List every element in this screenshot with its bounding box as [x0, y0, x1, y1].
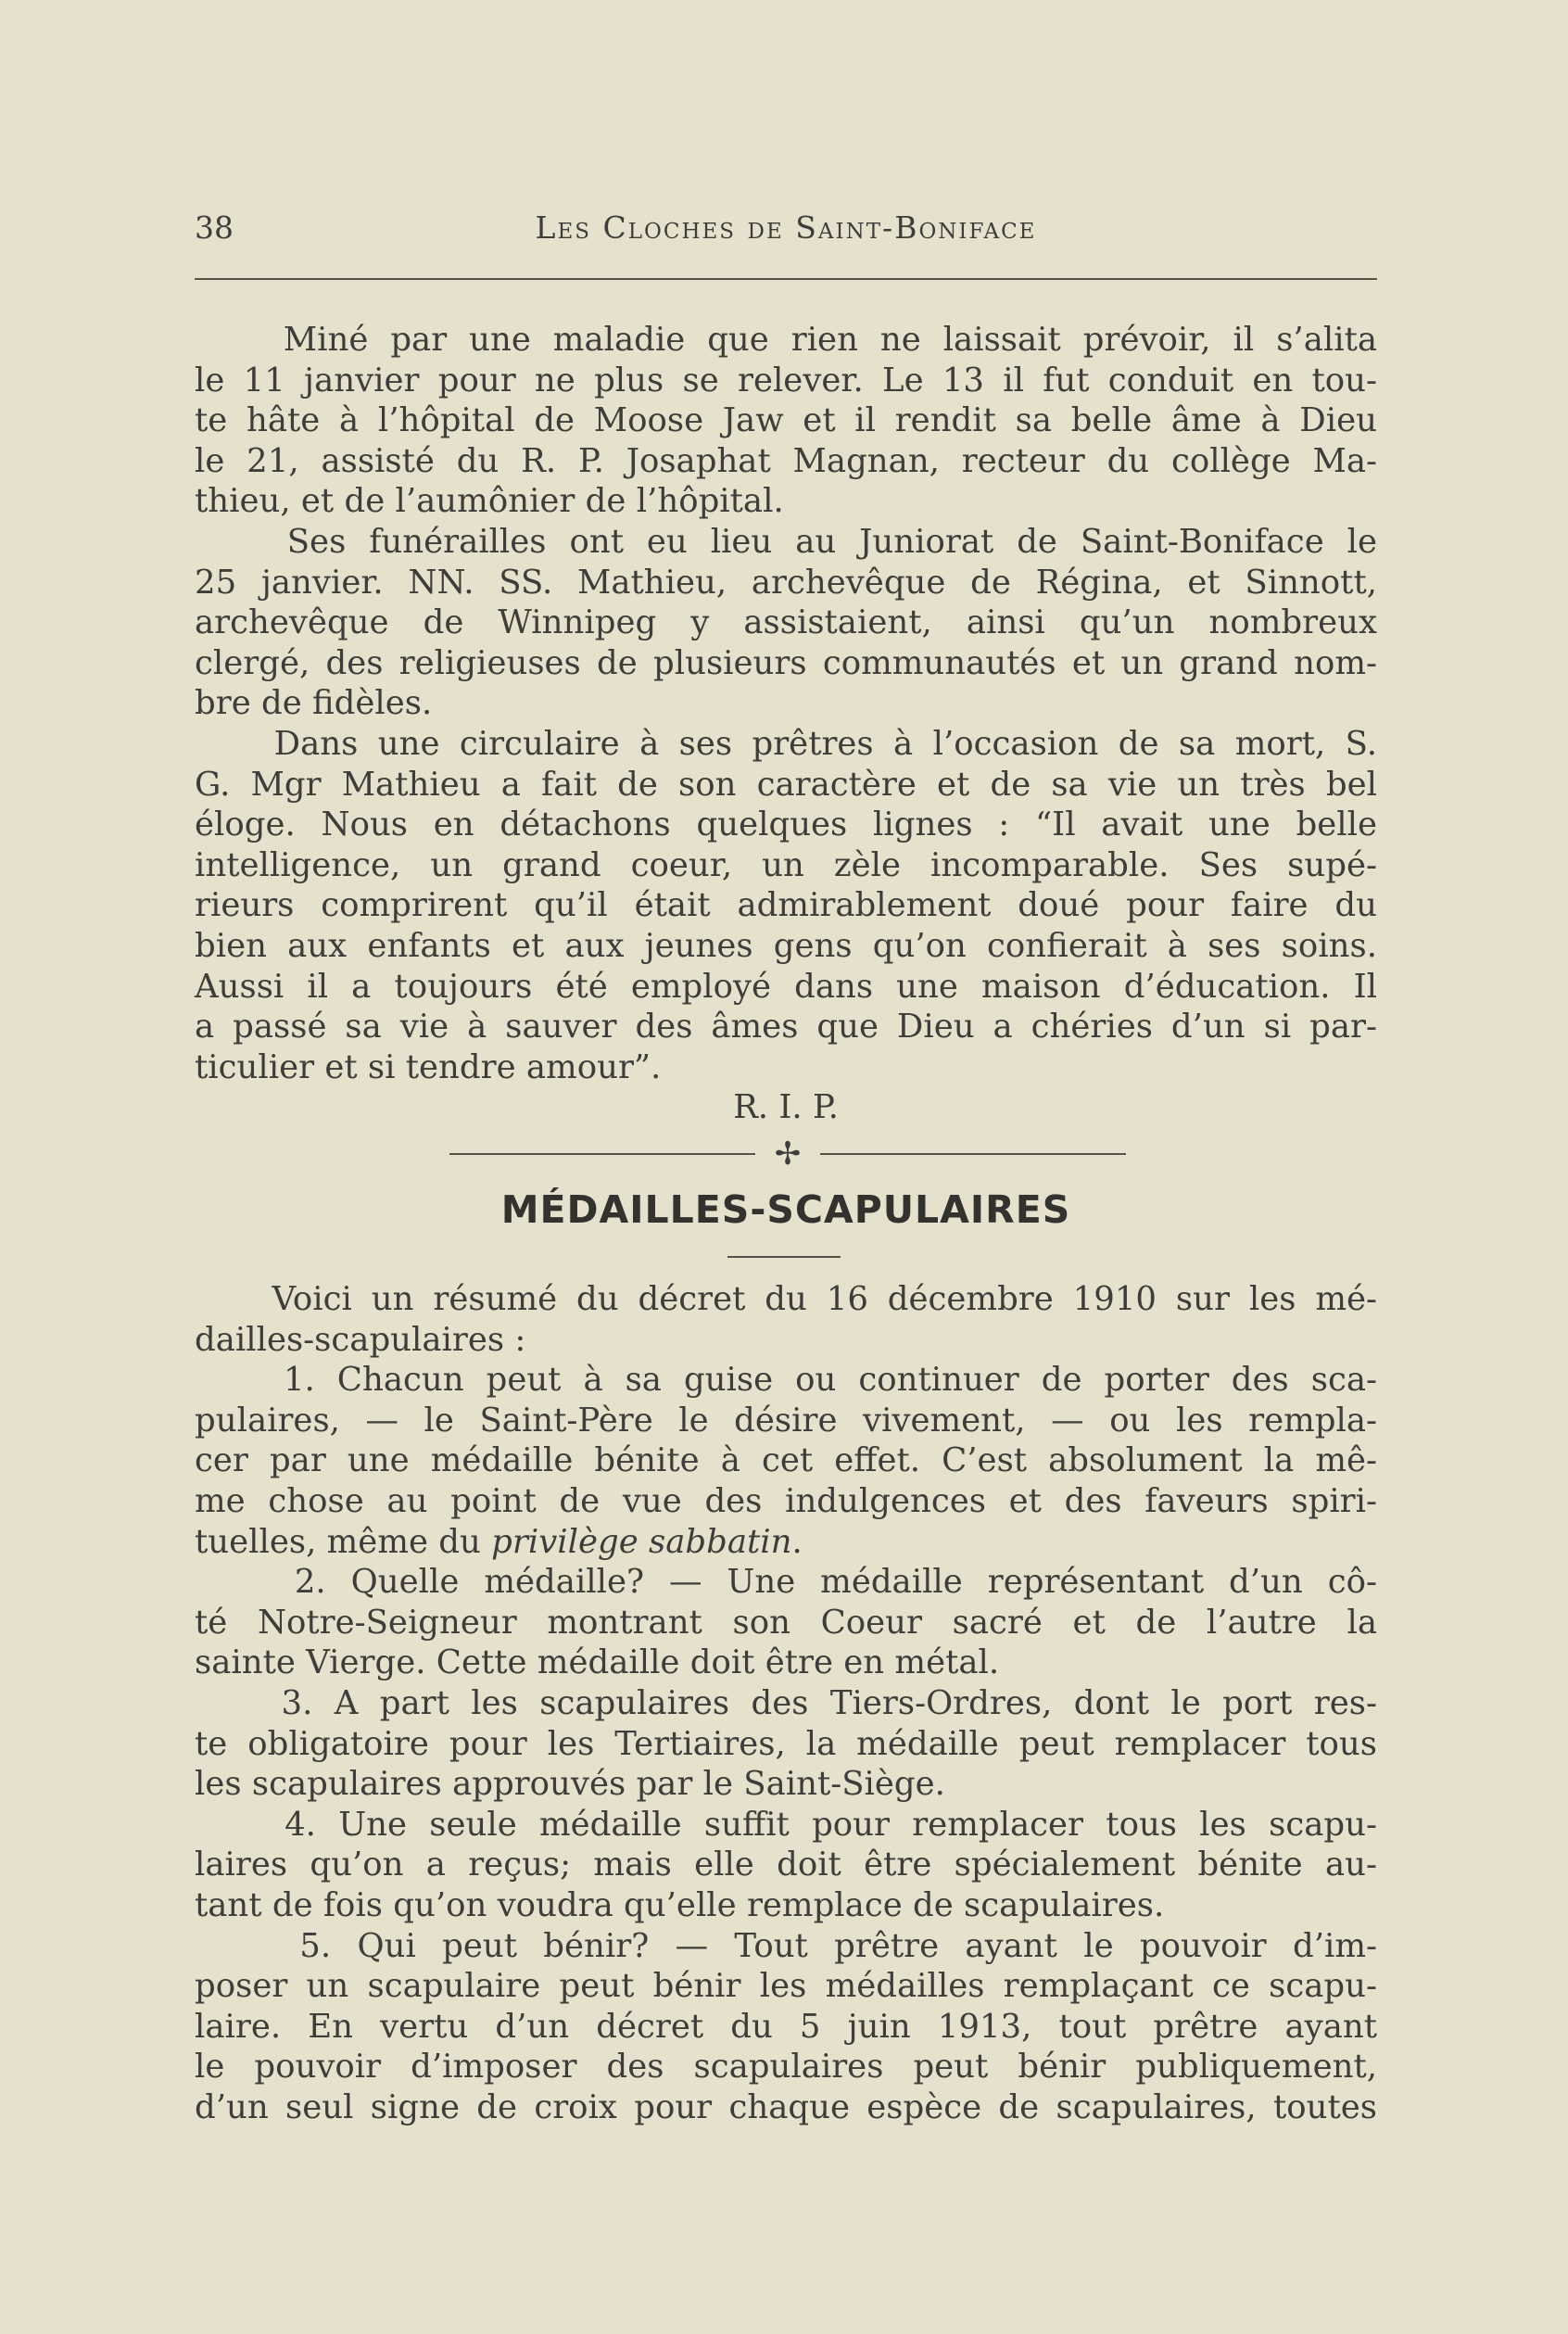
text-line: 2. Quelle médaille? — Une médaille représentant d’un cô- — [195, 1563, 1377, 1602]
obituary-text — [195, 320, 1377, 1128]
text-line: cer par une médaille bénite à cet effet. C’est absolument la mê- — [195, 1441, 1377, 1480]
header-rule — [195, 278, 1377, 280]
text-line: dailles-scapulaires : — [195, 1320, 526, 1359]
text-line: G. Mgr Mathieu a fait de son caractère et de sa vie un très bel — [195, 765, 1377, 804]
text-line: pulaires, — le Saint-Père le désire vivement, — ou les rempla- — [195, 1401, 1377, 1440]
page-number: 38 — [195, 209, 234, 246]
text-line: 1. Chacun peut à sa guise ou continuer de porter des sca- — [195, 1361, 1377, 1400]
text-line: ticulier et si tendre amour”. — [195, 1047, 662, 1086]
decree-text — [195, 1279, 1377, 2127]
page-header — [195, 209, 1377, 256]
text-line: Voici un résumé du décret du 16 décembre 1910 sur les mé- — [195, 1280, 1377, 1318]
cross-ornament-icon: ✢ — [774, 1135, 802, 1173]
text-fragment: . — [791, 1522, 803, 1561]
text-line: le 21, assisté du R. P. Josaphat Magnan, recteur du collège Ma- — [195, 441, 1377, 480]
running-title: Les Cloches de Saint-Boniface — [535, 209, 1037, 246]
text-line: bien aux enfants et aux jeunes gens qu’on confierait à ses soins. — [195, 926, 1377, 965]
text-line: poser un scapulaire peut bénir les médailles remplaçant ce scapu- — [195, 1967, 1377, 2006]
title-underline — [727, 1256, 841, 1258]
text-line: 3. A part les scapulaires des Tiers-Ordres, dont le port res- — [195, 1683, 1377, 1722]
text-line: te obligatoire pour les Tertiaires, la médaille peut remplacer tous — [195, 1724, 1377, 1763]
text-line: Ses funérailles ont eu lieu au Juniorat de Saint-Boniface le — [195, 522, 1377, 561]
text-line — [195, 1522, 1377, 1563]
text-line: clergé, des religieuses de plusieurs communautés et un grand nom- — [195, 643, 1377, 682]
divider-rule-left — [449, 1153, 755, 1155]
text-line: 4. Une seule médaille suffit pour remplacer tous les scapu- — [195, 1805, 1377, 1844]
text-line: me chose au point de vue des indulgences et des faveurs spiri- — [195, 1481, 1377, 1520]
section-title: MÉDAILLES-SCAPULAIRES — [500, 1187, 1071, 1232]
text-line: laires qu’on a reçus; mais elle doit être spécialement bénite au- — [195, 1846, 1377, 1884]
text-line: éloge. Nous en détachons quelques lignes : “Il avait une belle — [195, 805, 1377, 844]
text-line: tant de fois qu’on voudra qu’elle remplace de scapulaires. — [195, 1885, 1165, 1924]
text-line: le 11 janvier pour ne plus se relever. Le 13 il fut conduit en tou- — [195, 361, 1377, 400]
italic-phrase: privilège sabbatin — [491, 1522, 792, 1561]
text-line: thieu, et de l’aumônier de l’hôpital. — [195, 482, 784, 521]
text-line: sainte Vierge. Cette médaille doit être en métal. — [195, 1643, 1000, 1682]
text-line: les scapulaires approuvés par le Saint-Siège. — [195, 1765, 945, 1804]
text-fragment: tuelles, même du — [195, 1522, 492, 1561]
text-line: d’un seul signe de croix pour chaque espèce de scapulaires, toutes — [195, 2087, 1377, 2126]
text-line: Aussi il a toujours été employé dans une maison d’éducation. Il — [195, 967, 1377, 1006]
text-line: laire. En vertu d’un décret du 5 juin 1913, tout prêtre ayant — [195, 2007, 1377, 2046]
text-line: rieurs comprirent qu’il était admirablement doué pour faire du — [195, 886, 1377, 925]
text-line: bre de fidèles. — [195, 684, 433, 723]
section-divider — [449, 1135, 1126, 1173]
text-line: té Notre-Seigneur montrant son Coeur sacré et de l’autre la — [195, 1603, 1377, 1642]
divider-rule-right — [820, 1153, 1126, 1155]
text-line: archevêque de Winnipeg y assistaient, ainsi qu’un nombreux — [195, 603, 1377, 642]
text-line: 25 janvier. NN. SS. Mathieu, archevêque de Régina, et Sinnott, — [195, 563, 1377, 602]
rip-closing: R. I. P. — [733, 1088, 839, 1127]
text-line: a passé sa vie à sauver des âmes que Dieu a chéries d’un si par- — [195, 1008, 1377, 1046]
text-line: Miné par une maladie que rien ne laissait prévoir, il s’alita — [195, 321, 1377, 359]
text-line: intelligence, un grand coeur, un zèle incomparable. Ses supé- — [195, 845, 1377, 884]
text-line: 5. Qui peut bénir? — Tout prêtre ayant le pouvoir d’im- — [195, 1926, 1377, 1965]
text-line: le pouvoir d’imposer des scapulaires peut bénir publiquement, — [195, 2048, 1377, 2087]
text-line: Dans une circulaire à ses prêtres à l’occasion de sa mort, S. — [195, 724, 1377, 763]
text-line: te hâte à l’hôpital de Moose Jaw et il rendit sa belle âme à Dieu — [195, 401, 1377, 440]
